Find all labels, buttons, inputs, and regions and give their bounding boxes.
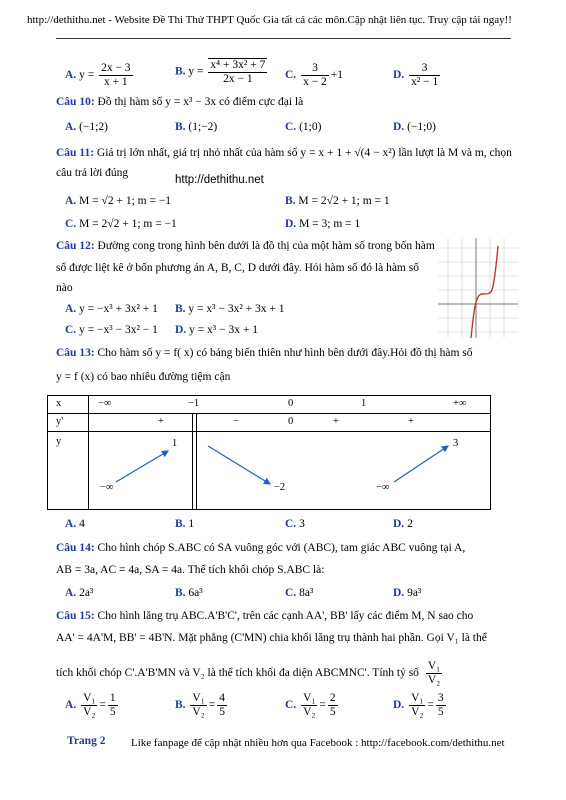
q10-option-a: A. (−1;2) <box>65 121 108 133</box>
arrow-up-2 <box>394 446 448 482</box>
q9-option-d: D. $\frac{3}{\text{x² − 1}}$ <box>393 62 439 88</box>
curve <box>471 246 498 338</box>
q11-option-d: D. M = 3; m = 1 <box>285 218 361 230</box>
q12-option-a: A. y = −x³ + 3x² + 1 <box>65 303 158 315</box>
q14-stem-line2: AB = 3a, AC = 4a, SA = 4a. Thể tích khối chóp S.ABC là: <box>56 564 325 576</box>
x-neg-inf: −∞ <box>98 398 112 409</box>
q12-option-b: B. y = x³ − 3x² + 3x + 1 <box>175 303 285 315</box>
q12-stem-line2: số được liệt kê ở bốn phương án A, B, C, D dưới đây. Hỏi hàm số đó là hàm số <box>56 262 419 274</box>
q13-option-a: A. 4 <box>65 518 85 530</box>
q13-option-d: D. 2 <box>393 518 413 530</box>
q15-option-a: A. $\frac{\text{V₁}}{\text{V₂}}$ = $\frac{1}{5}$ <box>65 692 116 718</box>
q14-option-b: B. 6a³ <box>175 587 203 599</box>
q14-option-a: A. 2a³ <box>65 587 94 599</box>
q13-option-c: C. 3 <box>285 518 305 530</box>
arrow-up-1 <box>116 451 168 482</box>
q12-option-d: D. y = x³ − 3x + 1 <box>175 324 258 336</box>
watermark-link[interactable]: http://dethithu.net <box>175 174 264 186</box>
y-val-2: 1 <box>172 438 178 449</box>
row-x-label: x <box>56 398 62 409</box>
x-neg-1: −1 <box>188 398 200 409</box>
deriv-sign-2: − <box>233 416 239 427</box>
q15-option-d: D. $\frac{\text{V₁}}{\text{V₂}}$ = $\frac{3}{5}$ <box>393 692 444 718</box>
variation-arrows <box>48 396 490 509</box>
q11-option-a: A. M = √2 + 1; m = −1 <box>65 195 172 207</box>
q15-stem: Câu 15: Cho hình lăng trụ ABC.A'B'C', trên các cạnh AA', BB' lấy các điểm M, N sao cho <box>56 610 474 622</box>
q9-option-c: C. $\frac{3}{x - 2}$ +1 <box>285 62 344 88</box>
q11-stem-line2: câu trả lời đúng <box>56 167 129 179</box>
q10-option-d: D. (−1;0) <box>393 121 436 133</box>
q9-option-a: A. y = $\frac{2x - 3}{x + 1}$ <box>65 62 131 88</box>
arrow-down-1 <box>208 446 270 484</box>
cubic-graph <box>438 238 518 338</box>
x-pos-inf: +∞ <box>453 398 467 409</box>
variation-table <box>47 395 491 510</box>
q10-stem: Câu 10: Đồ thị hàm số y = x³ − 3x có điểm cực đại là <box>56 96 304 108</box>
deriv-zero: 0 <box>288 416 294 427</box>
q12-option-c: C. y = −x³ − 3x² − 1 <box>65 324 158 336</box>
x-0: 0 <box>288 398 294 409</box>
y-val-1: −∞ <box>100 482 114 493</box>
q15-stem-line2: AA' = 4A'M, BB' = 4B'N. Mặt phẳng (C'MN) chia khối lăng trụ thành hai phần. Gọi V₁ là thể <box>56 632 487 644</box>
x-1: 1 <box>361 398 367 409</box>
q14-option-d: D. 9a³ <box>393 587 422 599</box>
q13-stem: Câu 13: Cho hàm số y = f( x) có bảng biến thiên như hình bên dưới đây.Hỏi đồ thị hàm số <box>56 347 473 359</box>
q11-option-c: C. M = 2√2 + 1; m = −1 <box>65 218 177 230</box>
q12-stem-line3: nào <box>56 282 73 294</box>
header-divider <box>56 38 511 39</box>
q9-option-b: B. y = $\frac{\text{x⁴ + 3x² + 7}}{2x - 1}$ <box>175 59 266 85</box>
q15-option-c: C. $\frac{\text{V₁}}{\text{V₂}}$ = $\frac{2}{5}$ <box>285 692 336 718</box>
footer-fanpage-text[interactable]: Like fanpage để cập nhật nhiều hơn qua Facebook : http://facebook.com/dethithu.net <box>131 737 505 749</box>
q14-option-c: C. 8a³ <box>285 587 314 599</box>
y-val-5: 3 <box>453 438 459 449</box>
q15-option-b: B. $\frac{\text{V₁}}{\text{V₂}}$ = $\frac{4}{5}$ <box>175 692 225 718</box>
row-y-label: y <box>56 436 62 447</box>
deriv-sign-4: + <box>408 416 414 427</box>
q11-option-b: B. M = 2√2 + 1; m = 1 <box>285 195 390 207</box>
row-deriv-label: y' <box>56 416 64 427</box>
y-val-4: −∞ <box>376 482 390 493</box>
q14-stem: Câu 14: Cho hình chóp S.ABC có SA vuông góc với (ABC), tam giác ABC vuông tại A, <box>56 542 466 554</box>
q11-stem: Câu 11: Giá trị lớn nhất, giá trị nhỏ nhất của hàm số y = x + 1 + √(4 − x²) lần lượt là M và m, chọn <box>56 147 512 159</box>
y-val-3: −2 <box>274 482 286 493</box>
q10-option-b: B. (1;−2) <box>175 121 218 133</box>
header-text: http://dethithu.net - Website Đề Thi Thử THPT Quốc Gia tất cả các môn.Cập nhật liên tục. Truy cập tải ngay!! <box>27 14 512 26</box>
q13-option-b: B. 1 <box>175 518 195 530</box>
q10-option-c: C. (1;0) <box>285 121 322 133</box>
q15-stem-line3: tích khối chóp C'.A'B'MN và V₂ là thể tích khối đa diện ABCMNC'. Tính tỷ số $\frac{\text{V₁}}{\text{V₂}}$ <box>56 660 441 686</box>
page-number: Trang 2 <box>67 735 106 747</box>
deriv-sign-1: + <box>158 416 164 427</box>
deriv-sign-3: + <box>333 416 339 427</box>
q12-stem: Câu 12: Đường cong trong hình bên dưới là đồ thị của một hàm số trong bốn hàm <box>56 240 435 252</box>
q13-stem-line2: y = f (x) có bao nhiêu đường tiệm cận <box>56 371 231 383</box>
